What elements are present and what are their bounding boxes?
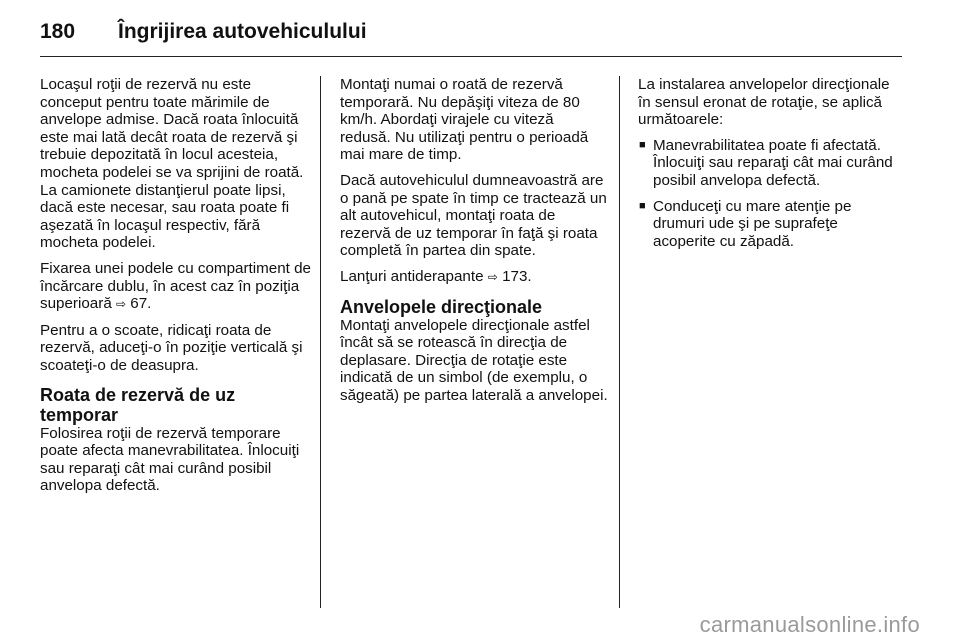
column-3 bbox=[638, 76, 904, 258]
watermark: carmanualsonline.info bbox=[699, 612, 920, 637]
bullet-square-icon: ■ bbox=[639, 199, 646, 212]
paragraph-spare-wheel-well: Locaşul roţii de rezervă nu este conceput pentru toate mărimile de anvelope admise. Dacă roata înlocuită este mai lată decât roata de rezervă şi trebuie depozitată în locul acesteia, mocheta podelei se va sprijini de roată. La camionete distanţierul poate lipsi, dacă este necesar, sau roata poate fi aşezată în locaşul respectiv, fără mocheta podelei. bbox=[40, 76, 304, 252]
list-item: ■ Manevrabilitatea poate fi afectată. Înlocuiţi sau reparaţi cât mai curând posibil anvelopa defectă. bbox=[639, 136, 893, 189]
page-reference-icon: ⇨ bbox=[115, 297, 127, 312]
chapter-title: Îngrijirea autovehiculului bbox=[118, 20, 367, 43]
page-reference-icon: ⇨ bbox=[487, 269, 498, 284]
page-reference-link[interactable]: 67. bbox=[130, 295, 152, 313]
column-divider bbox=[320, 76, 321, 608]
page-number: 180 bbox=[40, 20, 76, 43]
page-reference-link[interactable]: 173. bbox=[502, 267, 532, 285]
heading-directional-tyres: Anvelopele direcţionale bbox=[340, 296, 543, 317]
list-item: ■ Conduceţi cu mare atenţie pe drumuri ude şi pe suprafeţe acoperite cu zăpadă. bbox=[639, 197, 852, 250]
heading-temporary-spare: Roata de rezervă de uz temporar bbox=[40, 384, 236, 425]
page-header bbox=[40, 14, 900, 54]
paragraph-speed-limit: Montaţi numai o roată de rezervă temporară. Nu depăşiţi viteza de 80 km/h. Abordaţi virajele cu viteză redusă. Nu utilizaţi pentru o perioadă mai mare de timp. bbox=[340, 76, 589, 164]
bullet-square-icon: ■ bbox=[639, 138, 646, 151]
paragraph-remove-wheel: Pentru a o scoate, ridicaţi roata de rezervă, aduceţi-o în poziţie verticală şi scoateţi-o de deasupra. bbox=[40, 321, 303, 374]
paragraph-double-floor: Fixarea unei podele cu compartiment de încărcare dublu, în acest caz în poziţia superioară ⇨ 67. bbox=[40, 259, 311, 313]
paragraph-temporary-spare: Folosirea roţii de rezervă temporare poate afecta manevrabilitatea. Înlocuiţi sau reparaţi cât mai curând posibil anvelopa defectă. bbox=[40, 424, 300, 495]
column-2 bbox=[340, 76, 608, 413]
column-1 bbox=[40, 76, 312, 503]
paragraph-towing: Dacă autovehiculul dumneavoastră are o pană pe spate în timp ce tractează un alt autovehicul, montaţi roata de rezervă de uz temporar în faţă şi roata completă în partea din spate. bbox=[340, 171, 607, 260]
bullet-list bbox=[638, 137, 904, 251]
column-divider bbox=[619, 76, 620, 608]
paragraph-wrong-direction: La instalarea anvelopelor direcţionale în sensul eronat de rotaţie, se aplică următoarele: bbox=[638, 76, 890, 129]
paragraph-directional-tyres: Montaţi anvelopele direcţionale astfel încât să se rotească în direcţia de deplasare. Direcţia de rotaţie este indicată de un simbol (de exemplu, o săgeată) pe partea laterală a anvelopei. bbox=[340, 316, 608, 404]
header-rule bbox=[40, 56, 902, 57]
paragraph-snow-chains: Lanţuri antiderapante ⇨ 173. bbox=[340, 267, 532, 285]
